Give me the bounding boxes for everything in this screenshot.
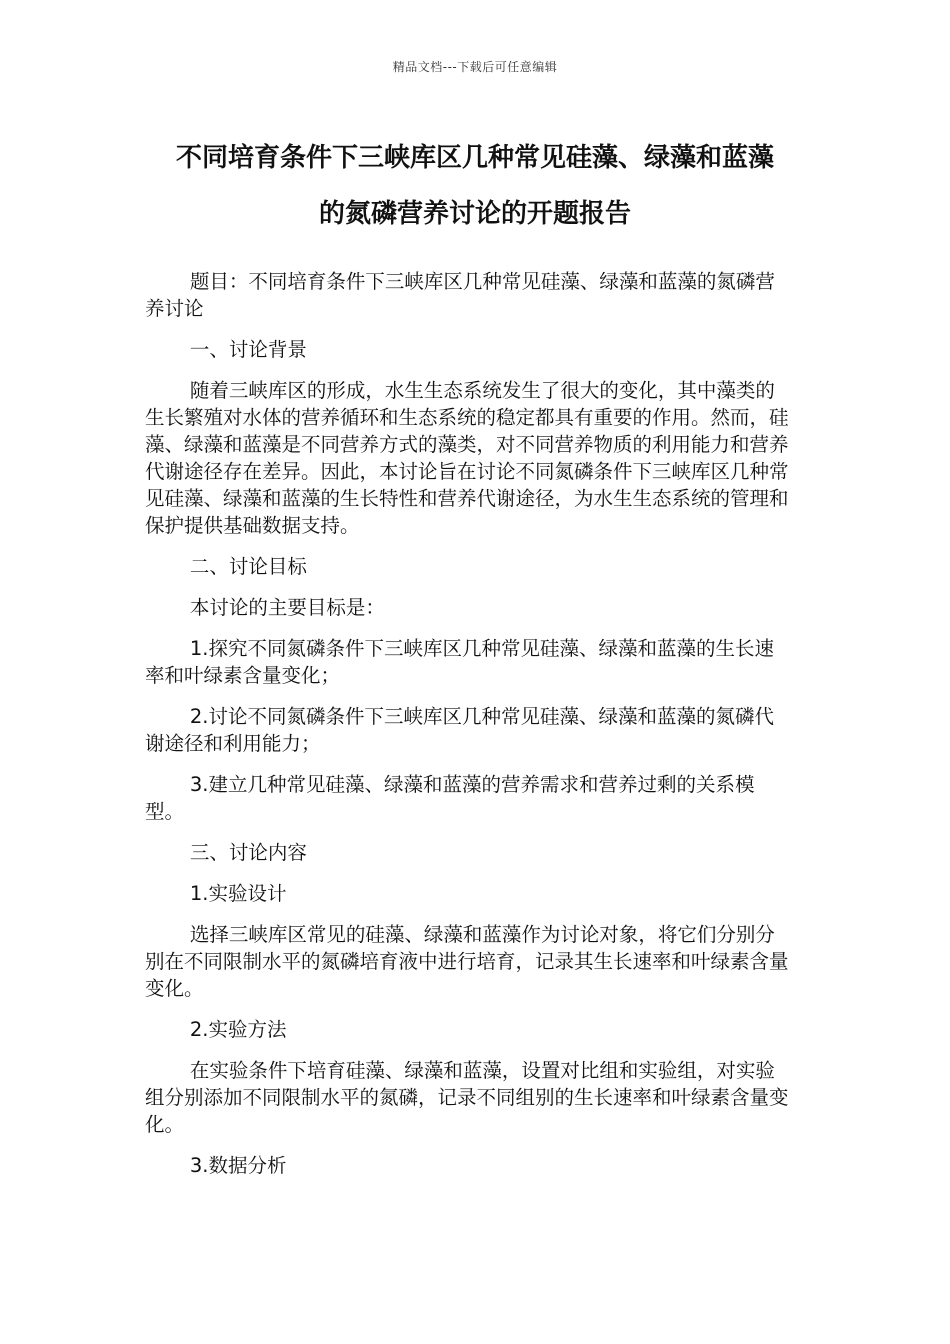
goal-item-3: 3.建立几种常见硅藻、绿藻和蓝藻的营养需求和营养过剩的关系模型。	[145, 773, 755, 823]
subheading-experiment-design: 1.实验设计	[189, 882, 287, 905]
subheading-experiment-method: 2.实验方法	[189, 1018, 287, 1041]
title-line-2: 的氮磷营养讨论的开题报告	[318, 199, 631, 229]
goal-item-1: 1.探究不同氮磷条件下三峡库区几种常见硅藻、绿藻和蓝藻的生长速率和叶绿素含量变化；	[145, 637, 774, 687]
experiment-method-paragraph: 在实验条件下培育硅藻、绿藻和蓝藻，设置对比组和实验组，对实验组分别添加不同限制水平的氮磷，记录不同组别的生长速率和叶绿素含量变化。	[145, 1059, 789, 1136]
section-heading-goals: 二、讨论目标	[189, 555, 307, 578]
topic-paragraph: 题目：不同培育条件下三峡库区几种常见硅藻、绿藻和蓝藻的氮磷营养讨论	[145, 270, 775, 320]
subheading-data-analysis: 3.数据分析	[189, 1154, 287, 1177]
title-line-1: 不同培育条件下三峡库区几种常见硅藻、绿藻和蓝藻	[175, 143, 774, 173]
experiment-design-paragraph: 选择三峡库区常见的硅藻、绿藻和蓝藻作为讨论对象，将它们分别分别在不同限制水平的氮磷培育液中进行培育，记录其生长速率和叶绿素含量变化。	[145, 923, 789, 1000]
document-body	[145, 268, 793, 1193]
document-title	[125, 130, 825, 242]
header-note: 精品文档---下载后可任意编辑	[392, 60, 558, 74]
goal-item-2: 2.讨论不同氮磷条件下三峡库区几种常见硅藻、绿藻和蓝藻的氮磷代谢途径和利用能力；	[145, 705, 774, 755]
goals-intro: 本讨论的主要目标是：	[189, 596, 385, 619]
background-paragraph: 随着三峡库区的形成，水生生态系统发生了很大的变化，其中藻类的生长繁殖对水体的营养循环和生态系统的稳定都具有重要的作用。然而，硅藻、绿藻和蓝藻是不同营养方式的藻类，对不同营养物质的利用能力和营养代谢途径存在差异。因此，本讨论旨在讨论不同氮磷条件下三峡库区几种常见硅藻、绿藻和蓝藻的生长特性和营养代谢途径，为水生生态系统的管理和保护提供基础数据支持。	[145, 379, 789, 537]
section-heading-background: 一、讨论背景	[189, 338, 307, 361]
section-heading-content: 三、讨论内容	[189, 841, 307, 864]
